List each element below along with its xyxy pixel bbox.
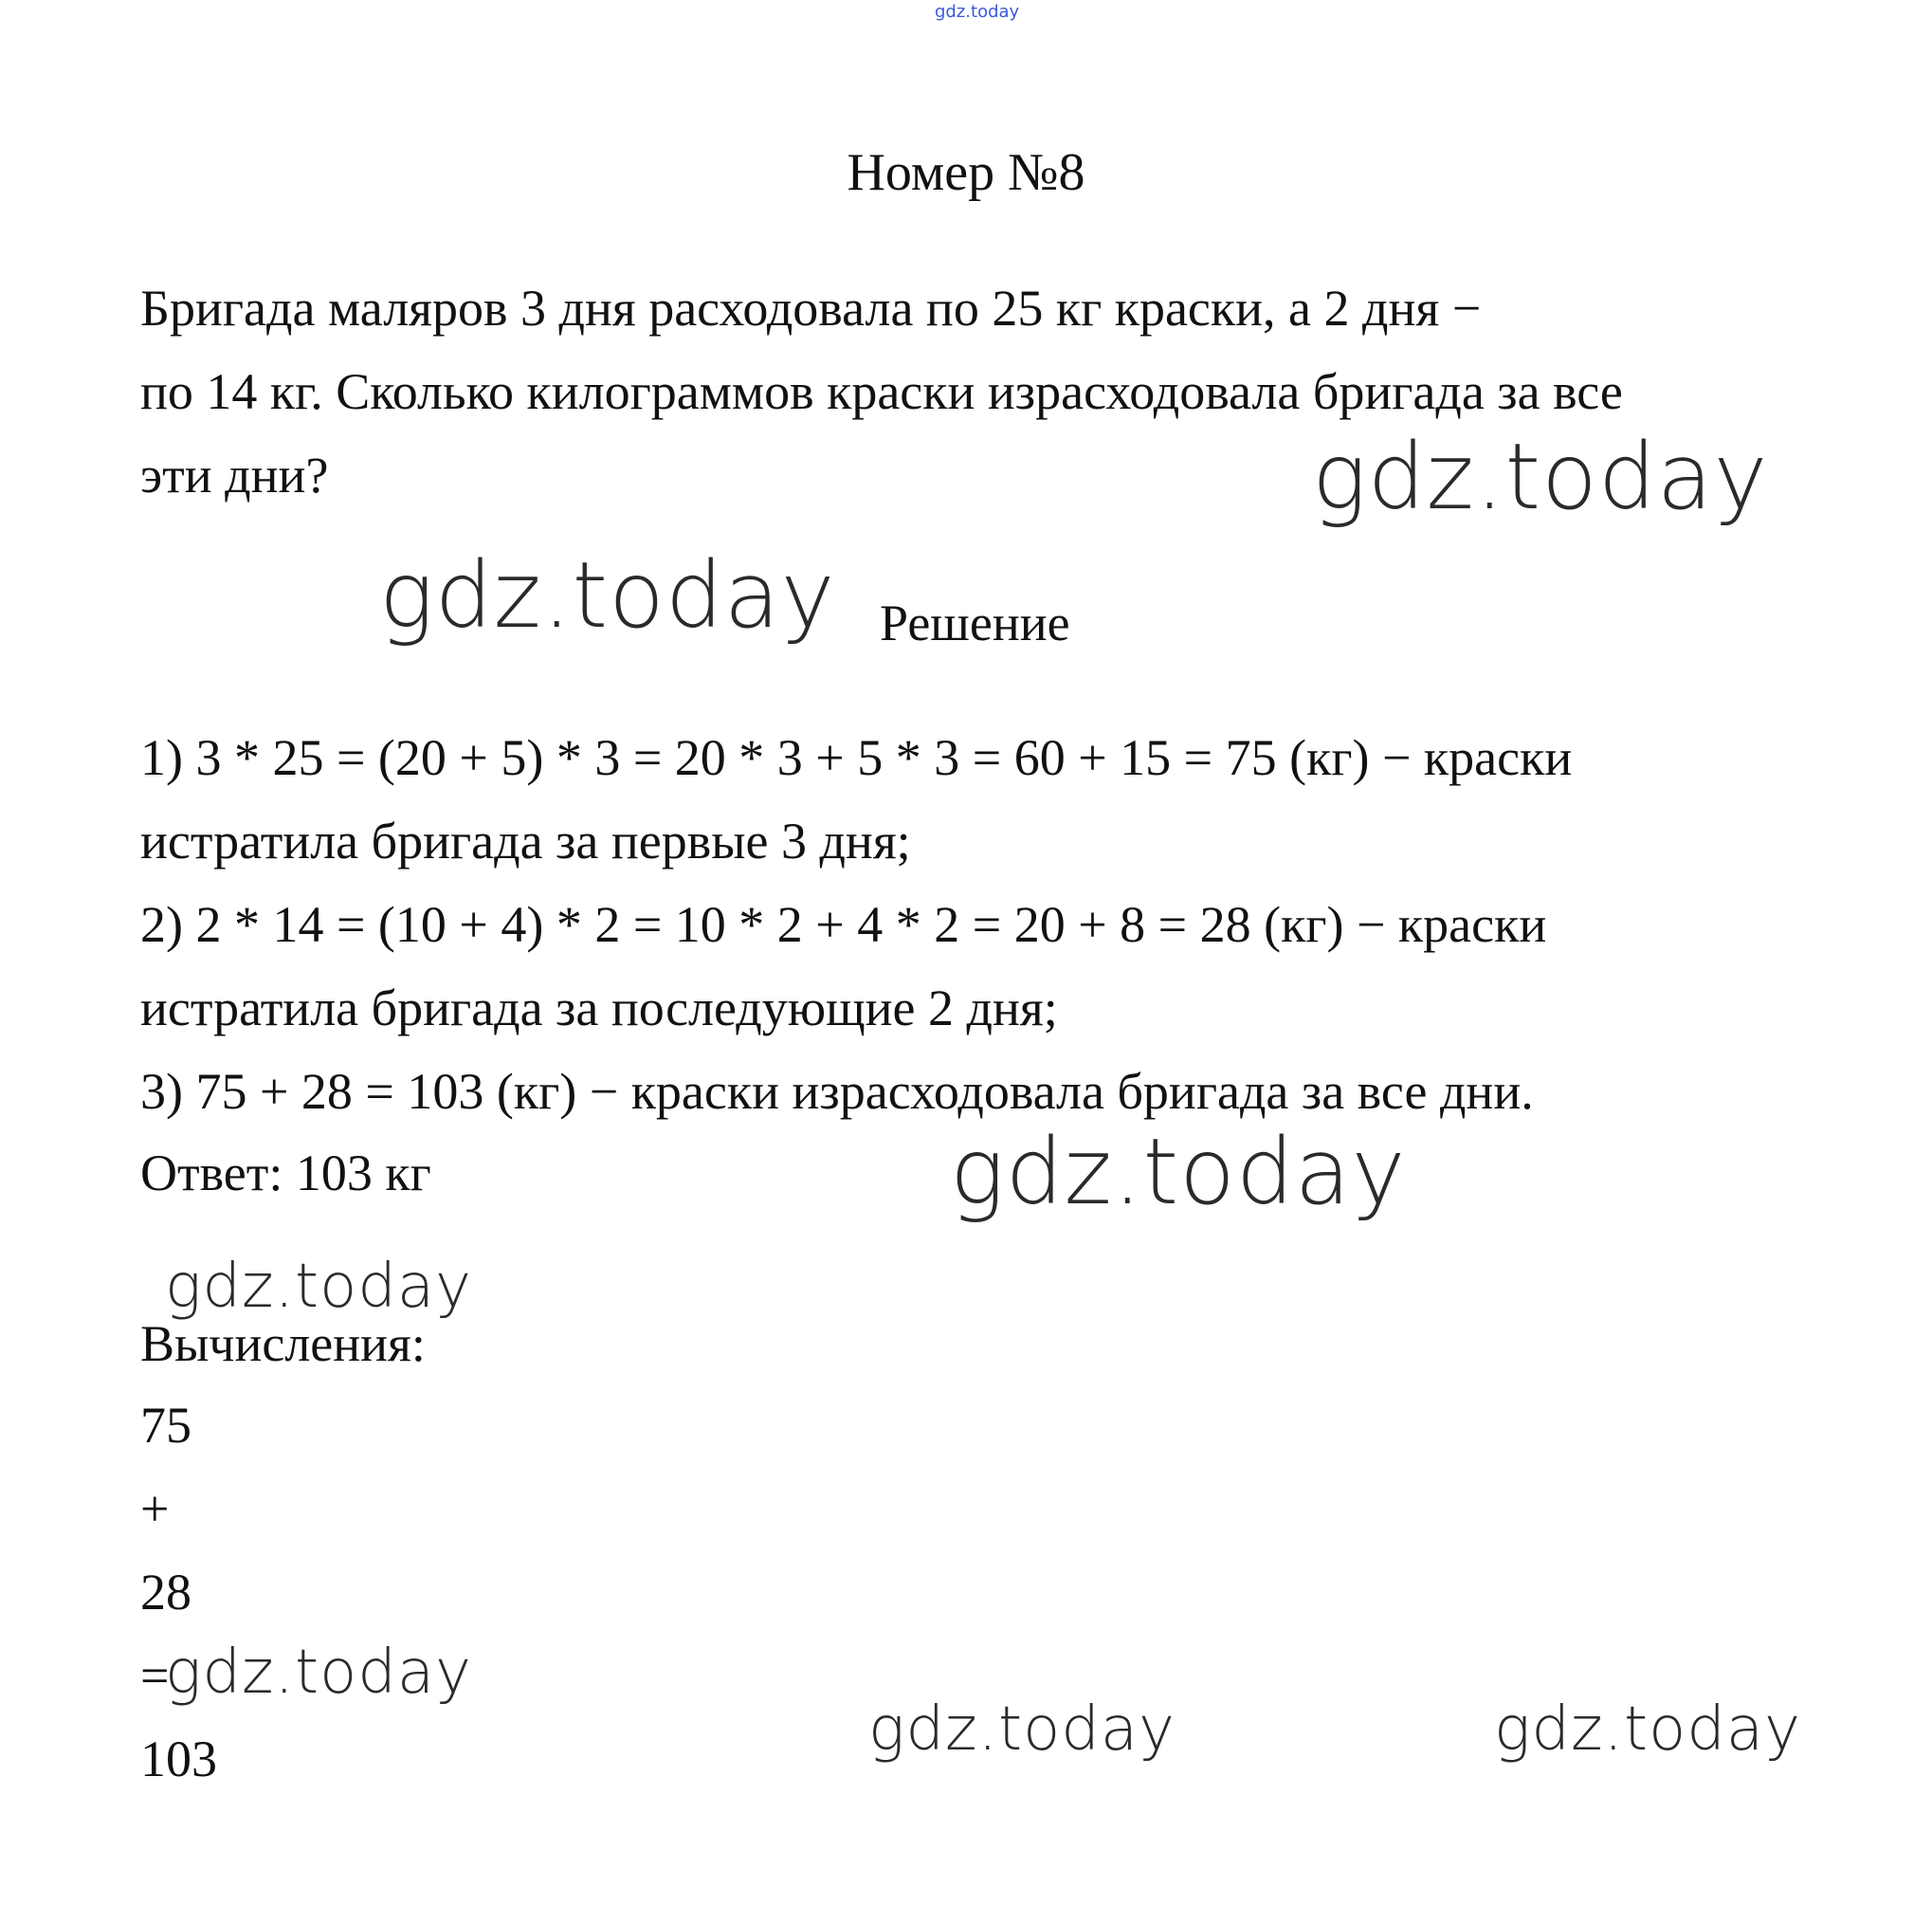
calc-heading: Вычисления: <box>140 1315 426 1372</box>
watermark-1: gdz.today <box>1312 424 1769 530</box>
watermark-7: gdz.today <box>1494 1694 1801 1765</box>
top-watermark: gdz.today <box>935 2 1020 22</box>
solution-line-4: истратила бригада за последующие 2 дня; <box>140 980 1058 1036</box>
answer-line: Ответ: 103 кг <box>140 1145 431 1201</box>
watermark-5: gdz.today <box>165 1638 472 1708</box>
calc-line-1: 75 <box>140 1397 191 1454</box>
page-title: Номер №8 <box>847 143 1085 202</box>
solution-heading: Решение <box>880 595 1070 651</box>
watermark-6: gdz.today <box>868 1694 1176 1765</box>
watermark-2: gdz.today <box>379 542 836 649</box>
watermark-4: gdz.today <box>165 1252 472 1322</box>
solution-line-1: 1) 3 * 25 = (20 + 5) * 3 = 20 * 3 + 5 * 3 = 60 + 15 = 75 (кг) − краски <box>140 729 1573 786</box>
solution-line-2: истратила бригада за первые 3 дня; <box>140 813 911 870</box>
calc-line-2: + <box>140 1480 170 1537</box>
calc-line-4: = <box>140 1647 170 1704</box>
solution-line-5: 3) 75 + 28 = 103 (кг) − краски израсходовала бригада за все дни. <box>140 1063 1534 1120</box>
problem-line-2: по 14 кг. Сколько килограммов краски израсходовала бригада за все <box>140 363 1623 420</box>
problem-line-3: эти дни? <box>140 447 329 504</box>
problem-line-1: Бригада маляров 3 дня расходовала по 25 кг краски, а 2 дня − <box>140 280 1482 337</box>
calc-line-5: 103 <box>140 1731 217 1787</box>
calc-line-3: 28 <box>140 1564 191 1621</box>
watermark-3: gdz.today <box>950 1119 1407 1225</box>
solution-line-3: 2) 2 * 14 = (10 + 4) * 2 = 10 * 2 + 4 * 2 = 20 + 8 = 28 (кг) − краски <box>140 896 1547 953</box>
